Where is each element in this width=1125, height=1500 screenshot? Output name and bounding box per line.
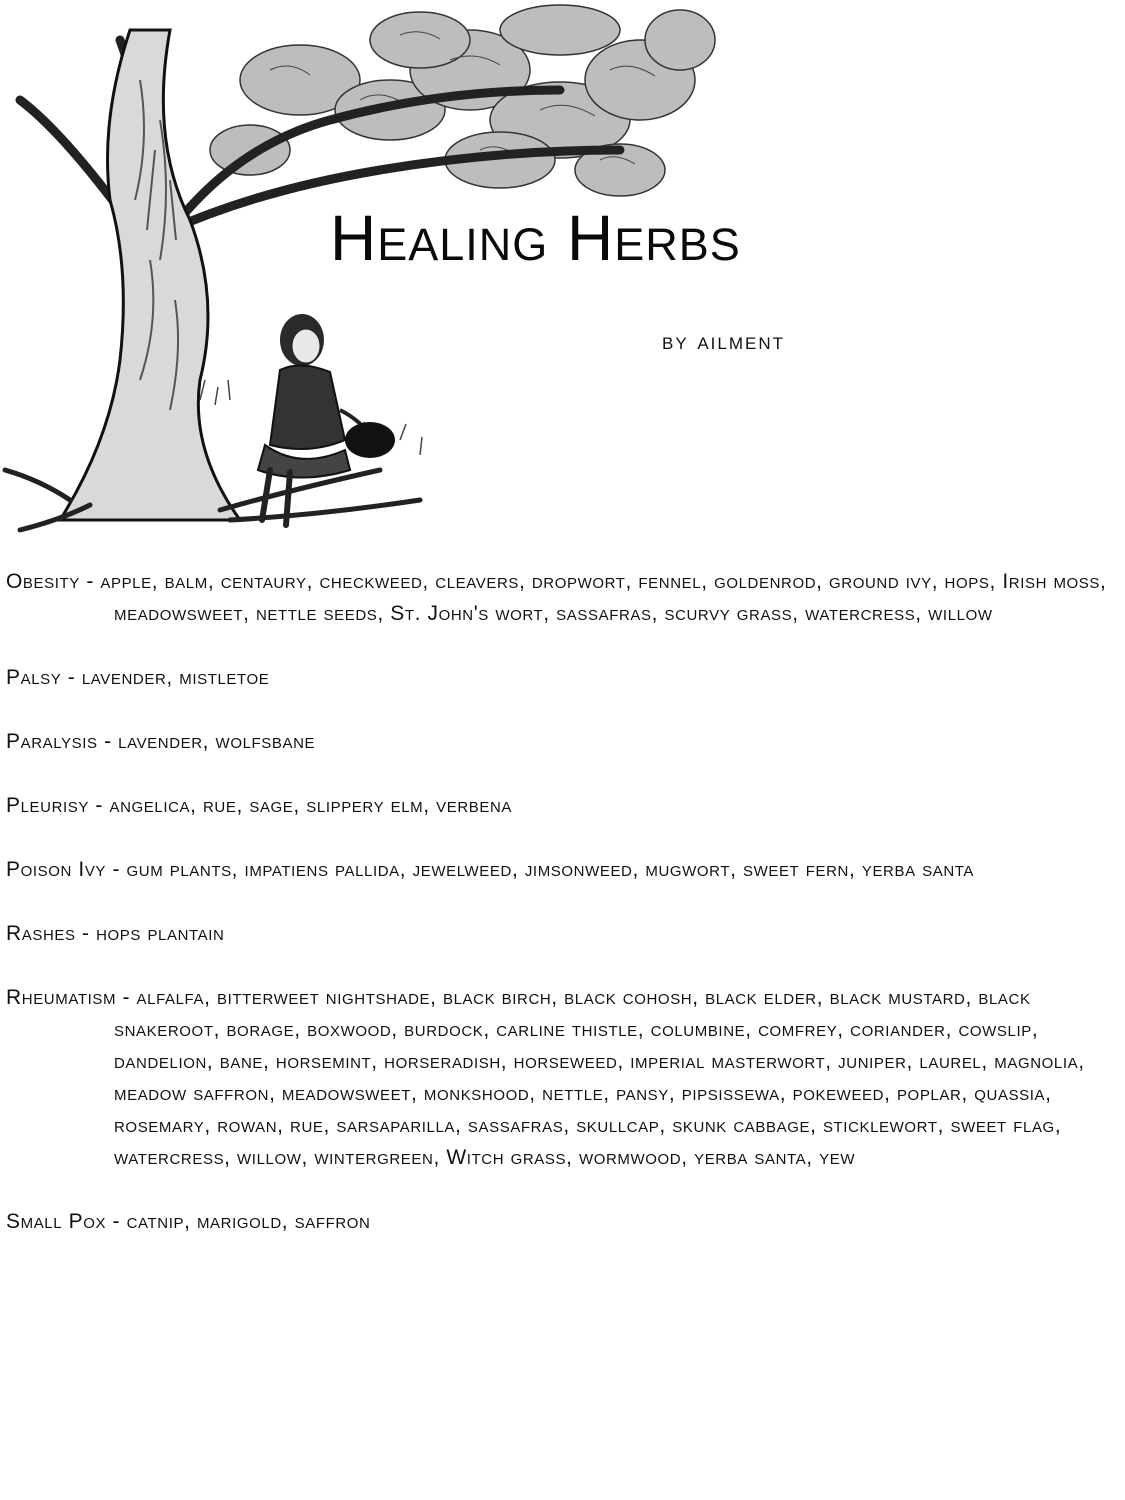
ailment-separator: -	[61, 666, 82, 689]
herb-list: gum plants, impatiens pallida, jewelweed, jimsonweed, mugwort, sweet fern, yerba santa	[126, 858, 975, 881]
ailment-separator: -	[116, 986, 137, 1009]
page-title: Healing Herbs	[330, 202, 741, 274]
ailment-name: Poison Ivy	[6, 858, 107, 881]
ailment-name: Paralysis	[6, 730, 98, 753]
herb-list: alfalfa, bitterweet nightshade, black birch, black cohosh, black elder, black mustard, black snakeroot, borage, boxwood, burdock, carline thistle, columbine, comfrey, coriander, cowslip, dandelion, bane, horsemint, horseradish, horseweed, imperial masterwort, juniper, laurel, magnolia, meadow saffron, meadowsweet, monkshood, nettle, pansy, pipsissewa, pokeweed, poplar, quassia, rosemary, rowan, rue, sarsaparilla, sassafras, skullcap, skunk cabbage, sticklewort, sweet flag, watercress, willow, wintergreen, Witch grass, wormwood, yerba santa, yew	[114, 986, 1085, 1169]
page-subtitle: by ailment	[662, 328, 786, 355]
ailment-name: Pleurisy	[6, 794, 89, 817]
ailment-name: Small Pox	[6, 1210, 107, 1233]
ailment-separator: -	[97, 730, 119, 753]
herb-list: catnip, marigold, saffron	[126, 1210, 371, 1233]
ailment-separator: -	[75, 922, 97, 945]
ailment-name: Obesity	[6, 570, 80, 593]
ailment-entry-poison-ivy	[6, 854, 1121, 886]
ailment-name: Palsy	[6, 666, 62, 689]
herb-list: lavender, wolfsbane	[118, 730, 316, 753]
herb-list: lavender, mistletoe	[81, 666, 270, 689]
ailment-entry-paralysis	[6, 726, 1121, 758]
ailment-separator: -	[79, 570, 101, 593]
ailment-entry-rheumatism	[6, 982, 1121, 1174]
ailment-entry-small-pox	[6, 1206, 1121, 1238]
herb-list: hops plantain	[96, 922, 225, 945]
ailment-list	[6, 566, 1121, 1270]
ailment-separator: -	[106, 1210, 127, 1233]
ailment-name: Rashes	[6, 922, 76, 945]
ailment-entry-rashes	[6, 918, 1121, 950]
ailment-name: Rheumatism	[6, 986, 117, 1009]
tree-trunk	[60, 30, 240, 520]
ailment-separator: -	[106, 858, 127, 881]
ailment-entry-pleurisy	[6, 790, 1121, 822]
ailment-separator: -	[89, 794, 110, 817]
foliage	[210, 5, 715, 196]
ailment-entry-obesity	[6, 566, 1121, 630]
herb-list: angelica, rue, sage, slippery elm, verbena	[109, 794, 513, 817]
ailment-entry-palsy	[6, 662, 1121, 694]
herb-list: apple, balm, centaury, checkweed, cleavers, dropwort, fennel, goldenrod, ground ivy, hops, Irish moss, meadowsweet, nettle seeds, St. John's wort, sassafras, scurvy grass, watercress, willow	[100, 570, 1107, 625]
